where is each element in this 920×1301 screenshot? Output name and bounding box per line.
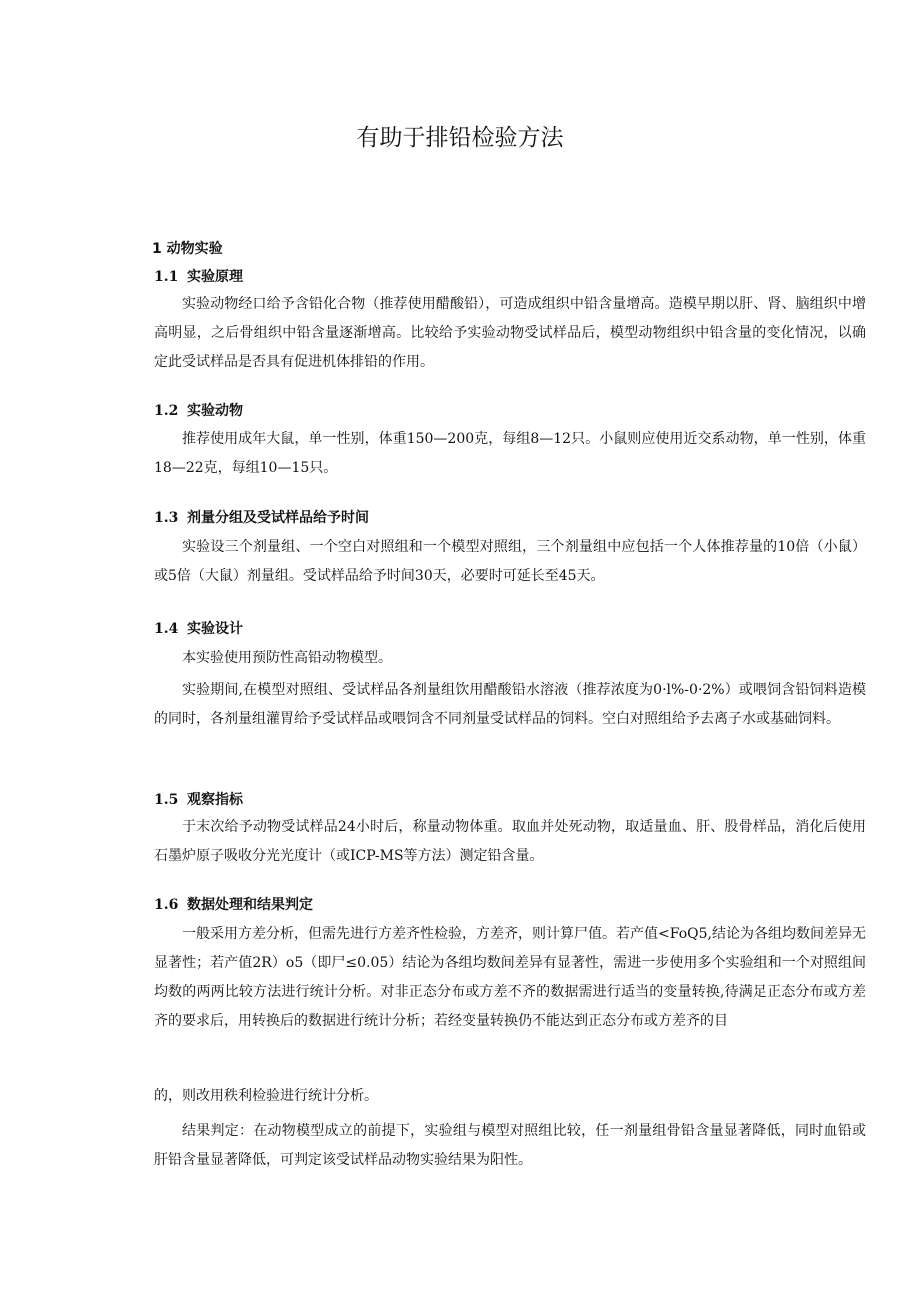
paragraph-1-6-b: 结果判定：在动物模型成立的前提下，实验组与模型对照组比较，任一剂量组骨铅含量显著降低，同时血铅或肝铅含量显著降低，可判定该受试样品动物实验结果为阳性。 [154,1123,866,1168]
subsection-title: 实验原理 [187,269,243,285]
paragraph-1-1: 实验动物经口给予含铅化合物（推荐使用醋酸铅），可造成组织中铅含量增高。造模早期以肝、肾、脑组织中增高明显，之后骨组织中铅含量逐渐增高。比较给予实验动物受试样品后，模型动物组织中铅含量的变化情况，以确定此受试样品是否具有促进机体排铅的作用。 [154,296,866,370]
paragraph-1-3: 实验设三个剂量组、一个空白对照组和一个模型对照组，三个剂量组中应包括一个人体推荐量的10倍（小鼠）或5倍（大鼠）剂量组。受试样品给予时间30天，必要时可延长至45天。 [154,539,866,584]
subsection-heading-1-3 [154,507,369,527]
subsection-heading-1-1 [154,266,243,286]
subsection-title: 实验设计 [187,621,243,637]
subsection-number: 1.6 [154,897,179,913]
subsection-heading-1-6 [154,894,313,914]
paragraph-1-5: 于末次给予动物受试样品24小时后，称量动物体重。取血并处死动物，取适量血、肝、股骨样品，消化后使用石墨炉原子吸收分光光度计（或ICP-MS等方法）测定铅含量。 [154,819,866,864]
subsection-heading-1-2 [154,400,243,420]
paragraph-1-4-a: 本实验使用预防性高铅动物模型。 [182,650,392,666]
paragraph-1-4-b: 实验期间,在模型对照组、受试样品各剂量组饮用醋酸铅水溶液（推荐浓度为0·l%-0·2%）或喂饲含铅饲料造模的同时，各剂量组灌胃给予受试样品或喂饲含不同剂量受试样品的饲料。空白对照组给予去离子水或基础饲料。 [154,682,866,727]
subsection-title: 实验动物 [187,403,243,419]
subsection-title: 剂量分组及受试样品给予时间 [187,510,369,526]
paragraph-1-2: 推荐使用成年大鼠，单一性别，体重150—200克，每组8—12只。小鼠则应使用近交系动物，单一性别，体重18—22克，每组10—15只。 [154,431,866,476]
subsection-number: 1.5 [154,792,179,808]
subsection-number: 1.1 [154,269,179,285]
paragraph-1-6-a: 一般采用方差分析，但需先进行方差齐性检验，方差齐，则计算尸值。若产值<FoQ5,结论为各组均数间差异无显著性；若产值2R）o5（即尸≤0.05）结论为各组均数间差异有显著性，需进一步使用多个实验组和一个对照组间均数的两两比较方法进行统计分析。对非正态分布或方差不齐的数据需进行适当的变量转换,待满足正态分布或方差齐的要求后，用转换后的数据进行统计分析；若经变量转换仍不能达到正态分布或方差齐的目 [154,926,866,1029]
subsection-title: 数据处理和结果判定 [187,897,313,913]
subsection-heading-1-5 [154,789,243,809]
paragraph-1-6-a-end: 的，则改用秩利检验进行统计分析。 [154,1088,378,1104]
subsection-number: 1.4 [154,621,179,637]
subsection-number: 1.2 [154,403,179,419]
subsection-heading-1-4 [154,618,243,638]
subsection-number: 1.3 [154,510,179,526]
document-title: 有助于排铅检验方法 [356,125,564,151]
section-heading-1: 1 动物实验 [152,241,223,257]
subsection-title: 观察指标 [187,792,243,808]
